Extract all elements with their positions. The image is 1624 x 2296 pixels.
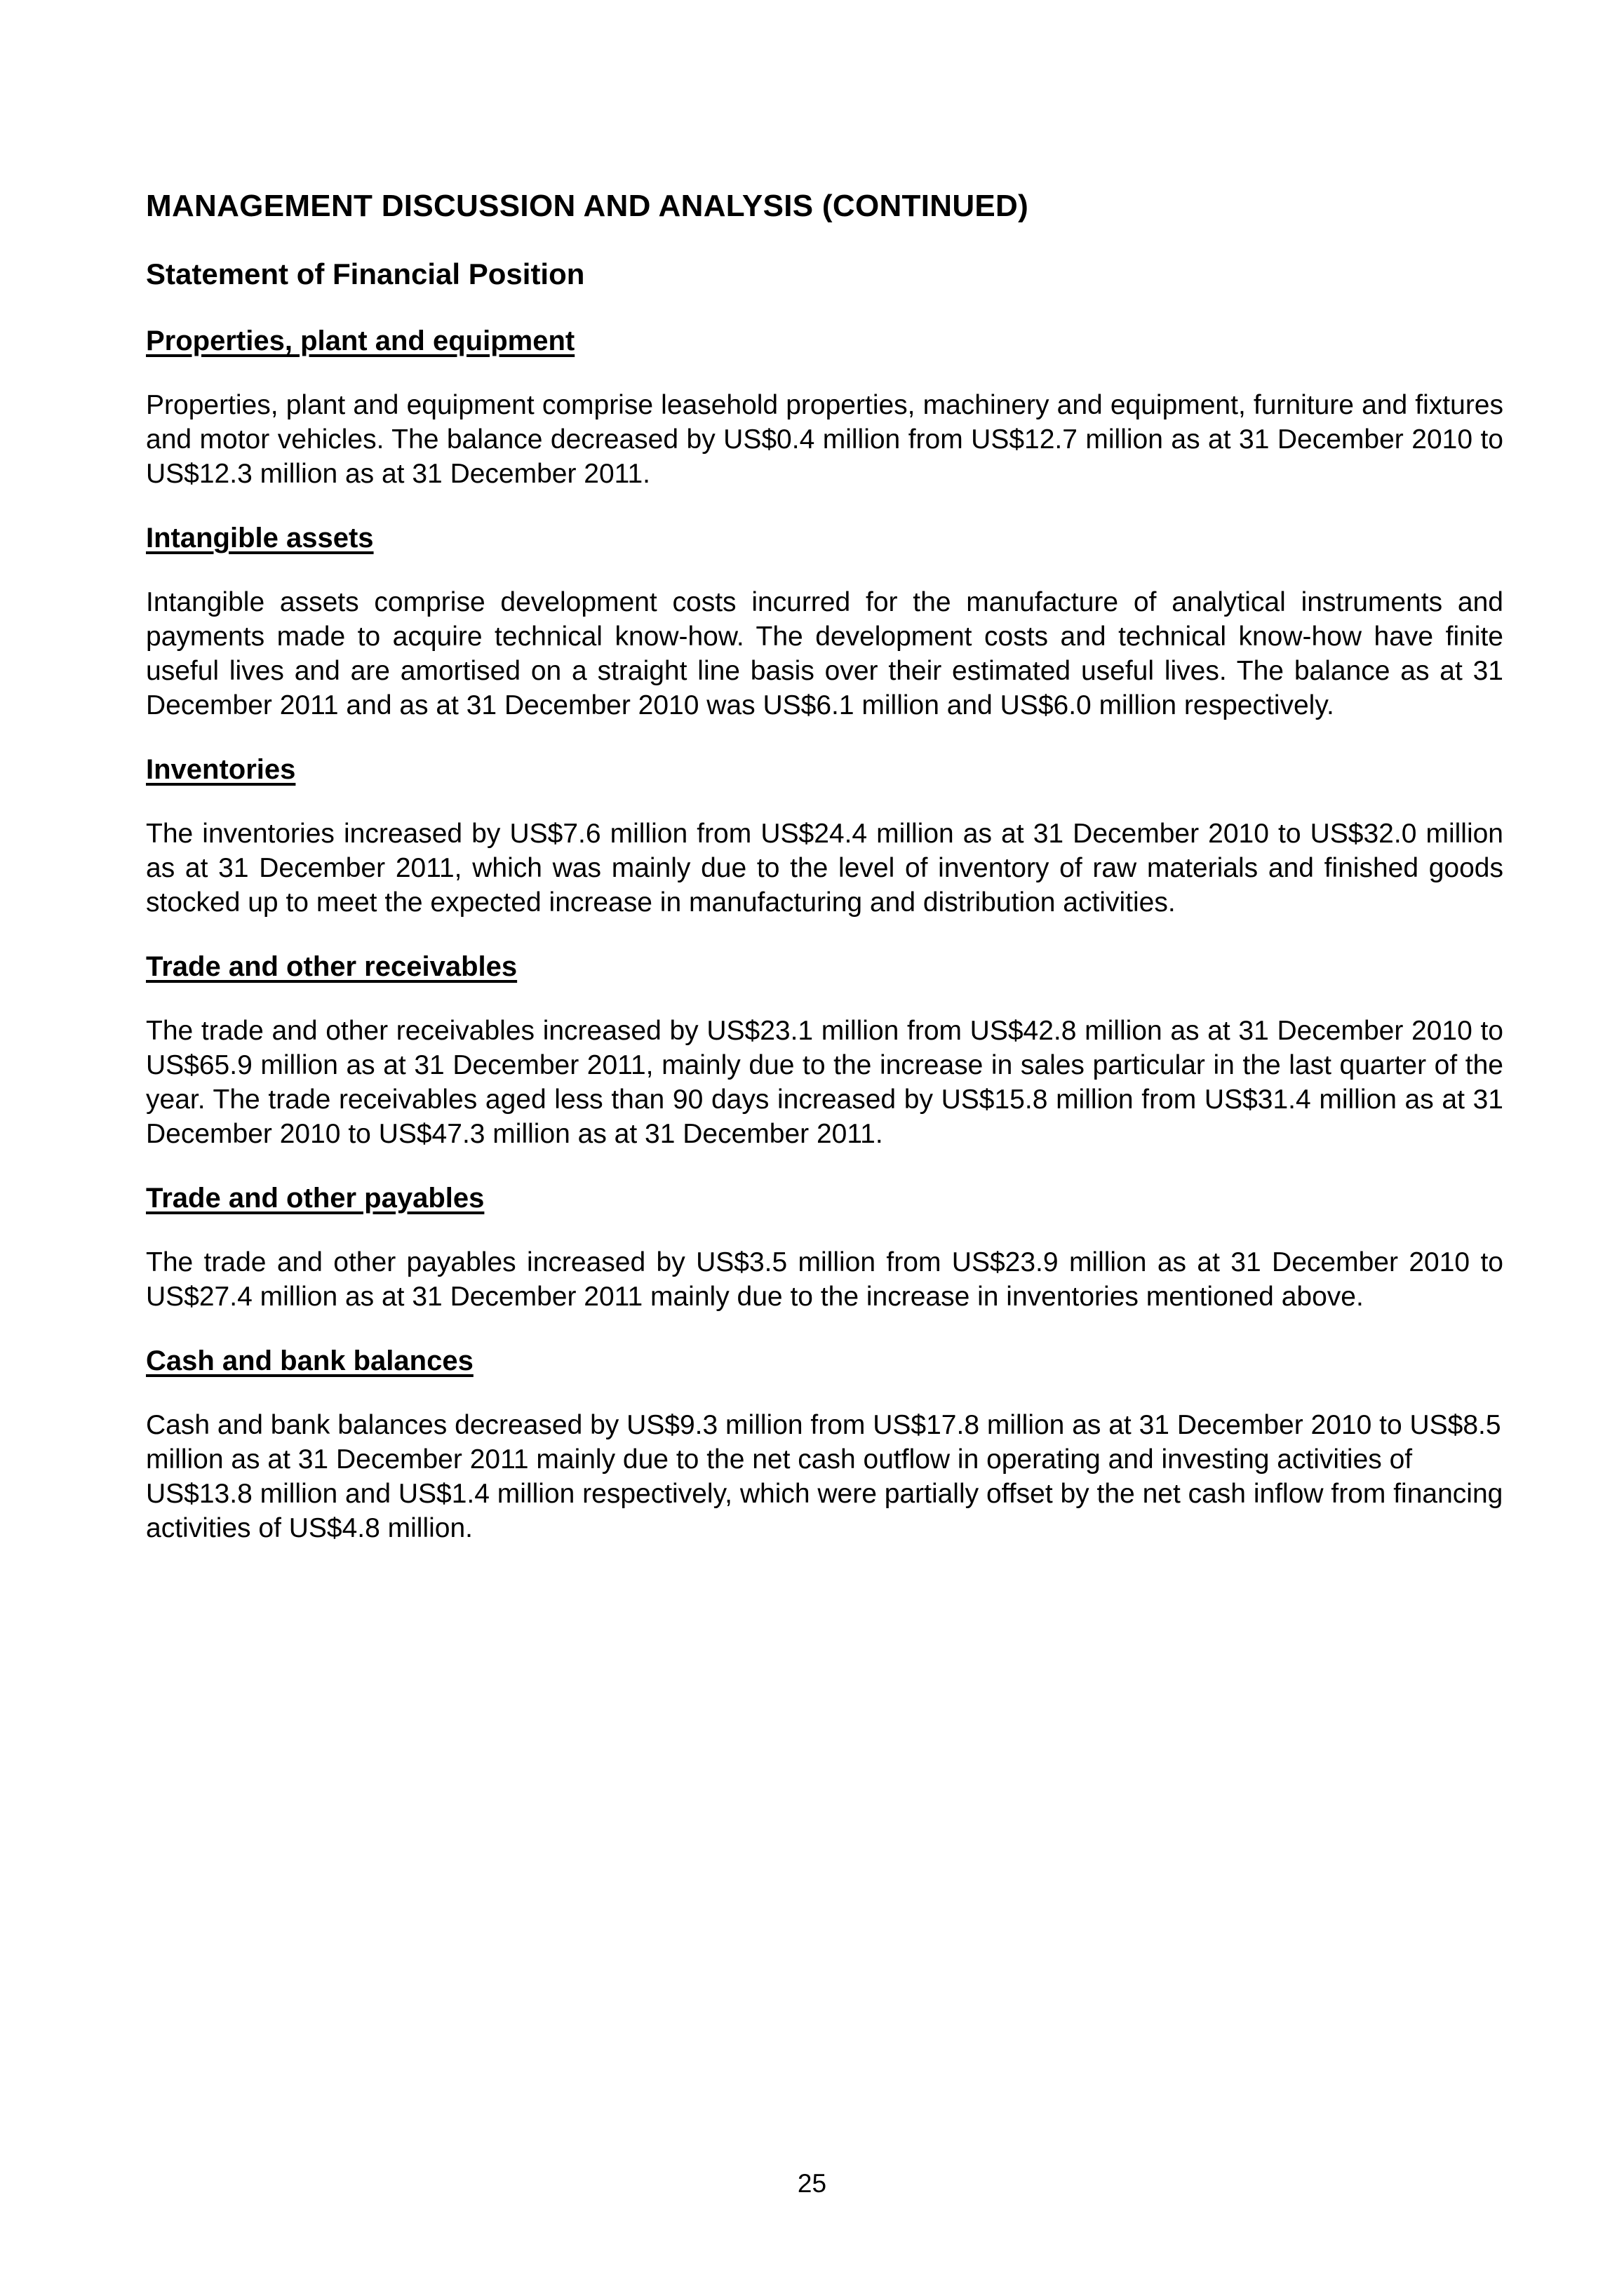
section-paragraph: Cash and bank balances decreased by US$9.3 million from US$17.8 million as at 31 December 2010 to US$8.5 million as at 31 December 2011 mainly due to the net cash outflow in operating and investing activities of US$13.8 million and US$1.4 million respectively, which were partially offset by the net cash inflow from financing activities of US$4.8 million. bbox=[146, 1410, 1503, 1543]
section-trade-other-payables bbox=[146, 1179, 1503, 1314]
section-intangible-assets bbox=[146, 519, 1503, 723]
section-inventories bbox=[146, 751, 1503, 920]
section-heading: Properties, plant and equipment bbox=[146, 325, 575, 356]
section-paragraph: The trade and other receivables increased by US$23.1 million from US$42.8 million as at 31 December 2010 to US$65.9 million as at 31 December 2011, mainly due to the increase in sales particular in the last quarter of the year. The trade receivables aged less than 90 days increased by US$15.8 million from US$31.4 million as at 31 December 2010 to US$47.3 million as at 31 December 2011. bbox=[146, 1016, 1503, 1149]
section-paragraph: The inventories increased by US$7.6 million from US$24.4 million as at 31 December 2010 to US$32.0 million as at 31 December 2011, which was mainly due to the level of inventory of raw materials and finished goods stocked up to meet the expected increase in manufacturing and distribution activities. bbox=[146, 819, 1503, 918]
section-group-title: Statement of Financial Position bbox=[146, 257, 585, 290]
section-paragraph: The trade and other payables increased by US$3.5 million from US$23.9 million as at 31 December 2010 to US$27.4 million as at 31 December 2011 mainly due to the increase in inventories mentioned above. bbox=[146, 1247, 1503, 1312]
section-properties-plant-equipment bbox=[146, 322, 1503, 491]
section-paragraph: Properties, plant and equipment comprise leasehold properties, machinery and equipment, furniture and fixtures and motor vehicles. The balance decreased by US$0.4 million from US$12.7 million as at 31 December 2010 to US$12.3 million as at 31 December 2011. bbox=[146, 390, 1503, 489]
section-heading: Intangible assets bbox=[146, 523, 374, 553]
page-title: MANAGEMENT DISCUSSION AND ANALYSIS (CONTINUED) bbox=[146, 189, 1029, 223]
section-heading: Trade and other receivables bbox=[146, 951, 518, 982]
section-paragraph: Intangible assets comprise development costs incurred for the manufacture of analytical instruments and payments made to acquire technical know-how. The development costs and technical know-how have finite useful lives and are amortised on a straight line basis over their estimated useful lives. The balance as at 31 December 2011 and as at 31 December 2010 was US$6.1 million and US$6.0 million respectively. bbox=[146, 587, 1503, 720]
page-number: 25 bbox=[797, 2169, 827, 2198]
section-heading: Trade and other payables bbox=[146, 1183, 485, 1214]
section-heading: Inventories bbox=[146, 754, 296, 785]
section-cash-bank-balances bbox=[146, 1342, 1503, 1545]
section-heading: Cash and bank balances bbox=[146, 1345, 474, 1376]
section-trade-other-receivables bbox=[146, 948, 1503, 1151]
document-page bbox=[146, 186, 1503, 1545]
